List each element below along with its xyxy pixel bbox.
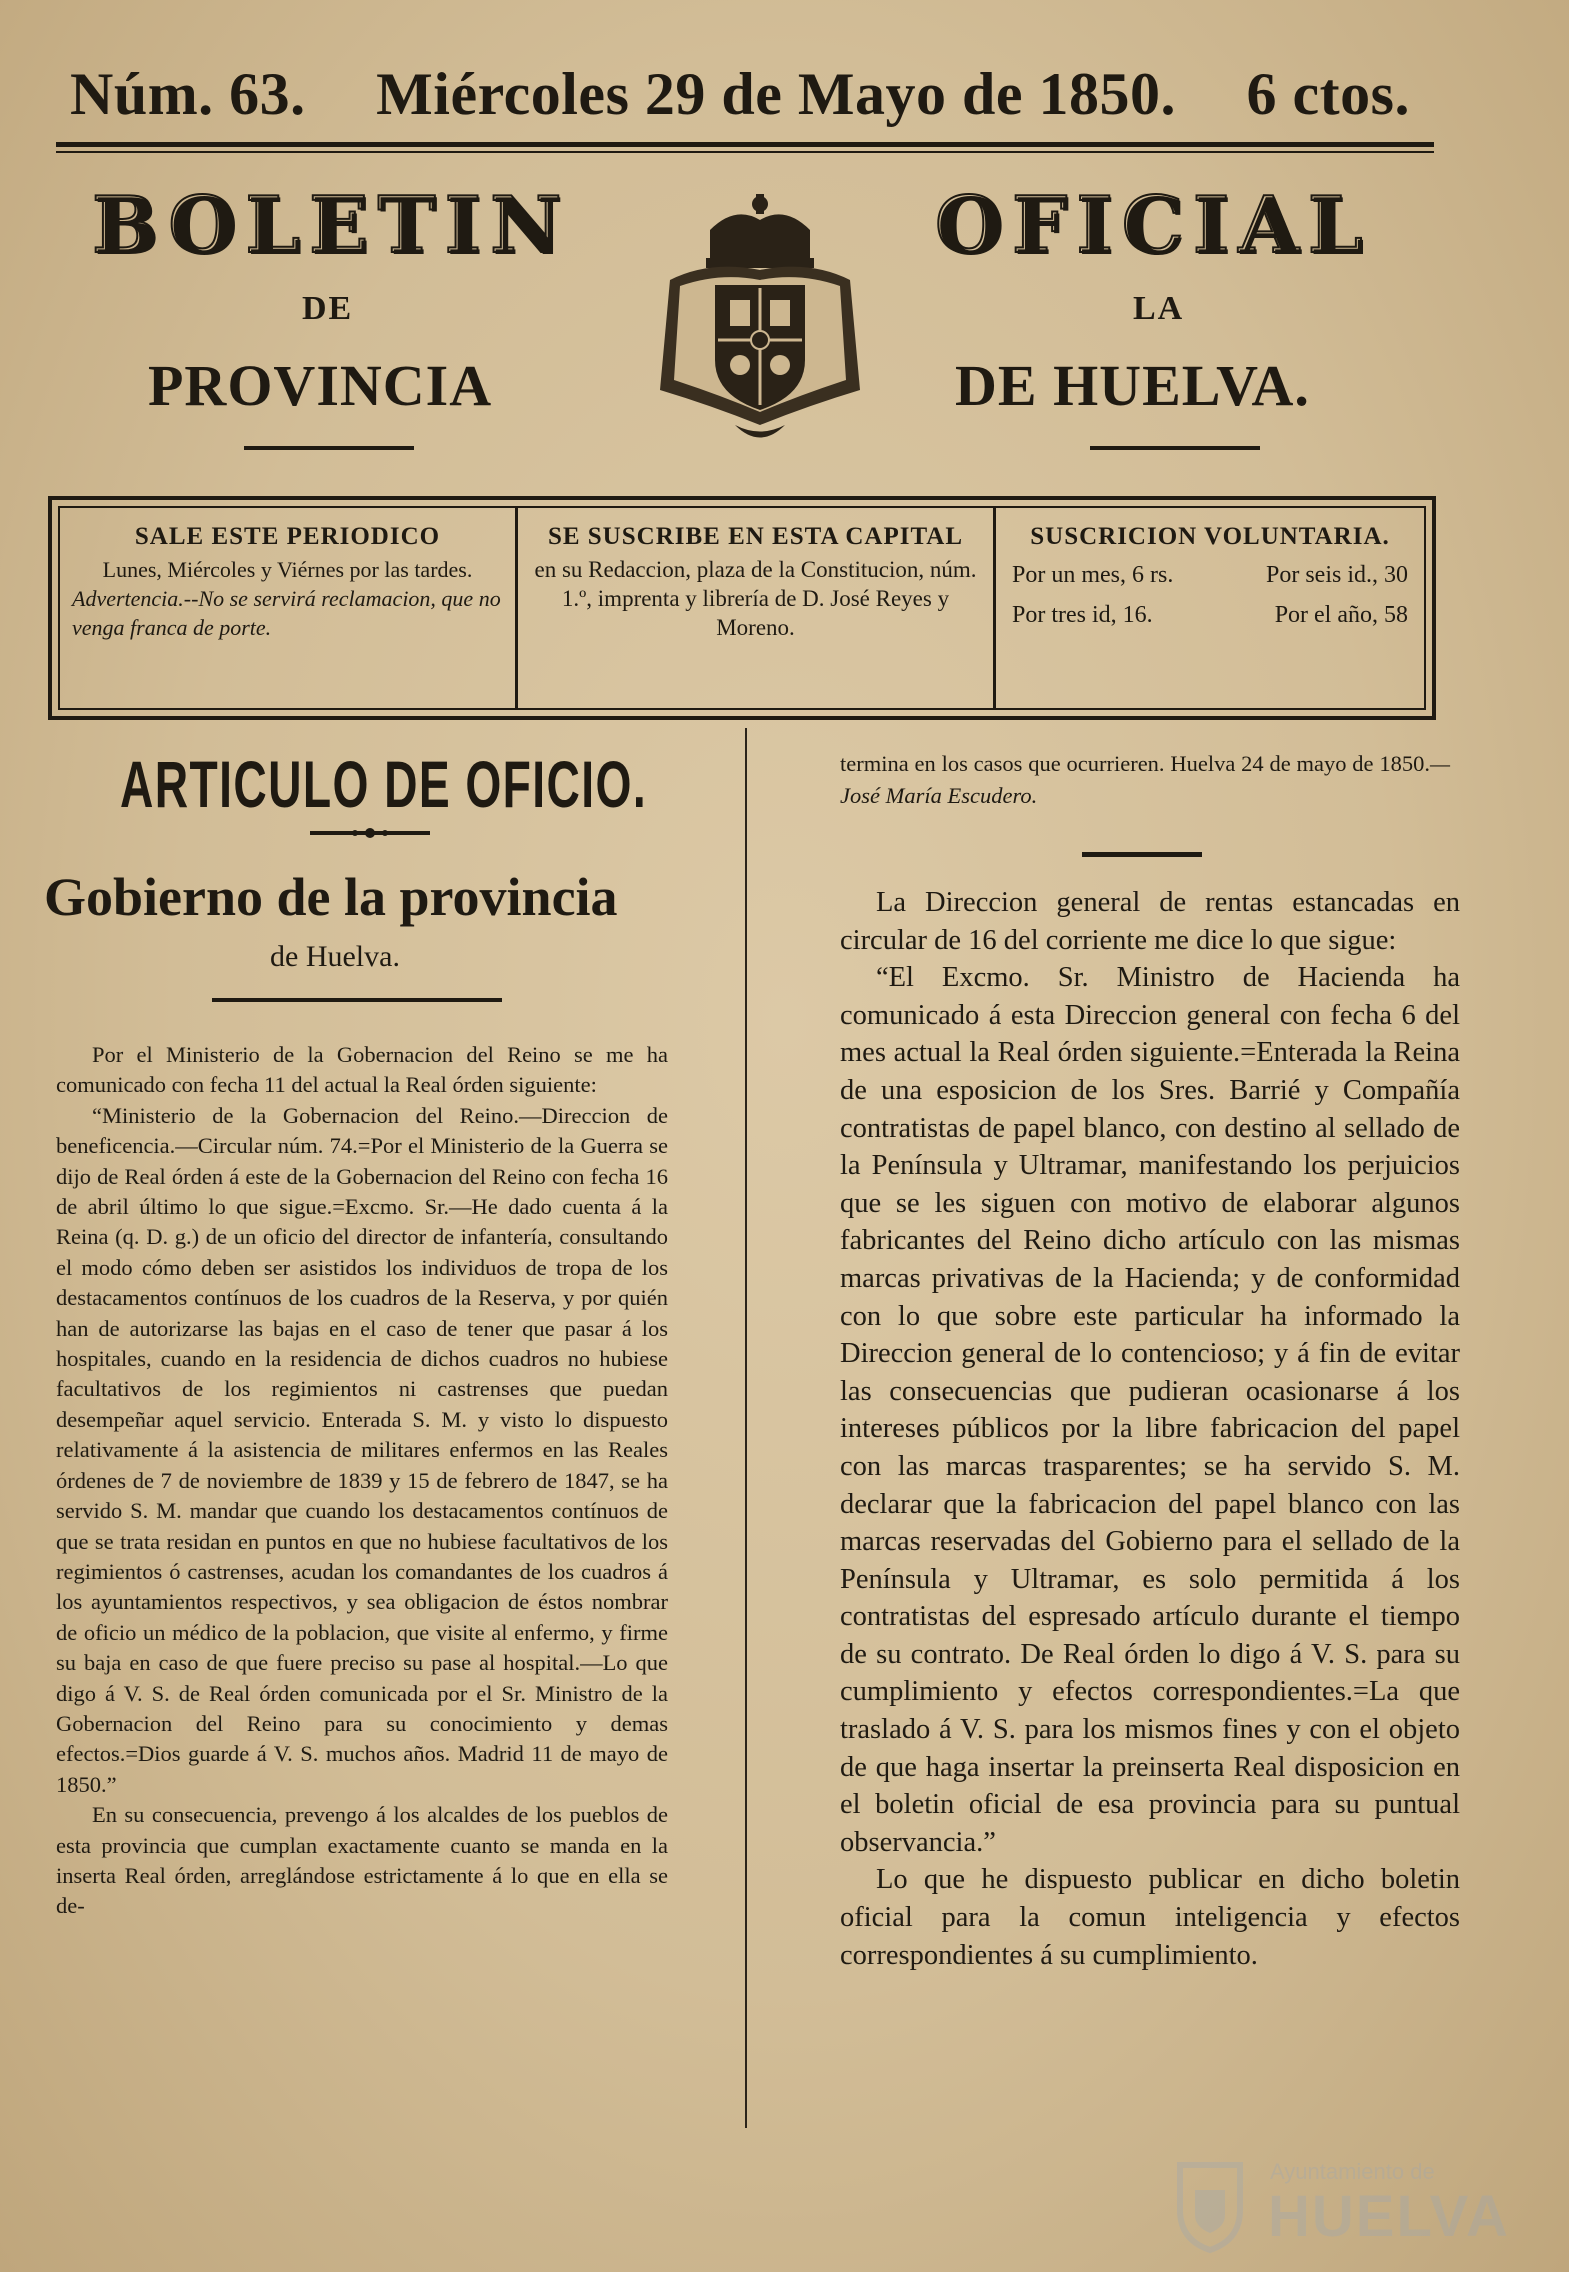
info-col-subscribe <box>515 508 993 708</box>
watermark-main-text: HUELVA <box>1268 2184 1510 2249</box>
left-paragraph-3: En su consecuencia, prevengo á los alcaldes de los pueblos de esta provincia que cumplan exactamente cuanto se manda en la inserta Real órden, arreglándose estrictamente á lo que en ella se de- <box>56 1802 668 1919</box>
price-six-months: Por seis id., 30 <box>1265 562 1408 588</box>
right-continuation <box>840 748 1450 812</box>
right-rule <box>1082 852 1202 857</box>
issue-number: Núm. 63. <box>70 61 306 127</box>
price-row-2 <box>1008 595 1412 635</box>
title-underline-right <box>1090 446 1260 450</box>
section-rule <box>212 998 502 1002</box>
right-paragraph-3: Lo que he dispuesto publicar en dicho boletin oficial para la comun inteligencia y efectos correspondientes á su cumplimiento. <box>840 1864 1460 1971</box>
right-continuation-text <box>840 748 1450 812</box>
title-oficial: OFICIAL <box>935 180 1372 271</box>
title-de: DE <box>302 290 354 327</box>
info-head-publication: SALE ESTE PERIODICO <box>134 523 441 550</box>
section-subtitle: de Huelva. <box>270 940 400 973</box>
info-head-subscribe: SE SUSCRIBE EN ESTA CAPITAL <box>547 523 964 550</box>
watermark-shield-icon <box>1160 2155 1260 2255</box>
info-head-prices: SUSCRICION VOLUNTARIA. <box>1030 523 1390 550</box>
advertencia-label: Advertencia. <box>72 586 184 611</box>
masthead-rule-thin <box>56 151 1434 153</box>
title-huelva: DE HUELVA. <box>955 353 1310 418</box>
left-paragraph-2: “Ministerio de la Gobernacion del Reino.—Direccion de beneficencia.—Circular núm. 74.=Por el Ministerio de la Guerra se dijo de Real órden á este de la Gobernacion del Reino con fecha 16 de abril último lo que sigue.=Excmo. Sr.—He dado cuenta á la Reina (q. D. g.) de un oficio del director de infantería, consultando el modo cómo deben ser asistidos los individuos de tropa de los destacamentos contínuos de los cuadros de la Reserva, y por quién han de autorizarse las bajas en el caso de tener que pasar á los hospitales, cuando en la residencia de dichos cuadros no hubiese facultativos de los regimientos ni castrenses que puedan desempeñar aquel servicio. Enterada S. M. y visto lo dispuesto relativamente á la asistencia de militares enfermos en las Reales órdenes de 7 de noviembre de 1839 y 15 de febrero de 1847, se ha servido S. M. mandar que cuando los destacamentos contínuos de que se trata residan en puntos en que no hubiese facultativos de los regimientos ó castrenses, acudan los comandantes de los cuadros á los ayuntamientos respectivos, y sea obligacion de éstos nombrar de oficio un médico de la poblacion, que visite al enfermo, y firme su baja en caso de que fuere preciso su pase al hospital.—Lo que digo á V. S. de Real órden comunicada por el Sr. Ministro de la Gobernacion del Reino para su conocimiento y demas efectos.=Dios guarde á V. S. muchos años. Madrid 11 de mayo de 1850.” <box>56 1102 668 1797</box>
archive-watermark <box>1160 2155 1510 2255</box>
subscription-box <box>48 496 1436 720</box>
headline-ornament-icon <box>310 826 430 840</box>
title-underline-left <box>244 446 414 450</box>
signature: —José María Escudero. <box>840 751 1450 808</box>
section-title: Gobierno de la provincia <box>44 867 618 927</box>
coat-of-arms-icon <box>650 190 870 450</box>
column-separator <box>745 728 747 2128</box>
continuation-text: termina en los casos que ocurrieren. Huelva 24 de mayo de 1850. <box>840 751 1430 776</box>
price-month: Por un mes, 6 rs. <box>1012 562 1174 588</box>
right-column-text <box>840 884 1460 1974</box>
right-paragraph-2: “El Excmo. Sr. Ministro de Hacienda ha comunicado á esta Direccion general con fecha 6 del mes actual la Real órden siguiente.=Enterada la Reina de una esposicion de los Sres. Barrié y Compañía contratistas de papel blanco, con destino al sellado de la Península y Ultramar, manifestando los perjuicios que se les siguen con motivo de elaborar algunos fabricantes del Reino dicho artículo con las mismas marcas privativas de la Hacienda; y de conformidad con lo que sobre este particular ha informado la Direccion general de lo contencioso; y á fin de evitar las consecuencias que pudieran ocasionarse á los intereses públicos por la libre fabricacion del papel con las marcas trasparentes; se ha servido S. M. declarar que la fabricacion del papel blanco con las marcas reservadas del Gobierno para el sellado de la Península y Ultramar, es solo permitida á los contratistas del espresado artículo durante el tiempo de su contrato. De Real órden lo digo á V. S. para su cumplimiento y efectos correspondientes.=La que traslado á V. S. para los mismos fines y con el objeto de que haga insertar la preinserta Real disposicion en el boletin oficial de esa provincia para su puntual observancia.” <box>840 962 1460 1858</box>
info-col-publication <box>60 508 515 708</box>
publication-days: Lunes, Miércoles y Viérnes por las tardes. <box>102 557 473 582</box>
issue-date: Miércoles 29 de Mayo de 1850. <box>376 61 1177 127</box>
subscribe-text: en su Redaccion, plaza de la Constitucion, núm. 1.º, imprenta y librería de D. José Reyes y Moreno. <box>534 557 977 640</box>
title-la: LA <box>1133 290 1185 327</box>
title-boletin: BOLETIN <box>92 180 571 271</box>
left-column-text <box>56 1040 668 1922</box>
price-three-months: Por tres id, 16. <box>1012 602 1153 628</box>
right-paragraph-1: La Direccion general de rentas estancadas en circular de 16 del corriente me dice lo que sigue: <box>840 887 1460 956</box>
watermark-top-text: Ayuntamiento de <box>1270 2159 1435 2184</box>
masthead-rule-thick <box>56 142 1434 147</box>
left-paragraph-1: Por el Ministerio de la Gobernacion del Reino se me ha comunicado con fecha 11 del actual la Real órden siguiente: <box>56 1042 668 1098</box>
price-year: Por el año, 58 <box>1274 602 1408 628</box>
headline-articulo: ARTICULO DE OFICIO. <box>120 747 648 821</box>
issue-price: 6 ctos. <box>1246 61 1410 127</box>
advertencia <box>72 584 503 642</box>
title-provincia: PROVINCIA <box>148 353 493 418</box>
advertencia-text: --No se servirá reclamacion, que no venga franca de porte. <box>72 586 501 640</box>
masthead-line <box>70 60 1410 129</box>
info-col-prices <box>993 508 1424 708</box>
price-row-1 <box>1008 555 1412 595</box>
